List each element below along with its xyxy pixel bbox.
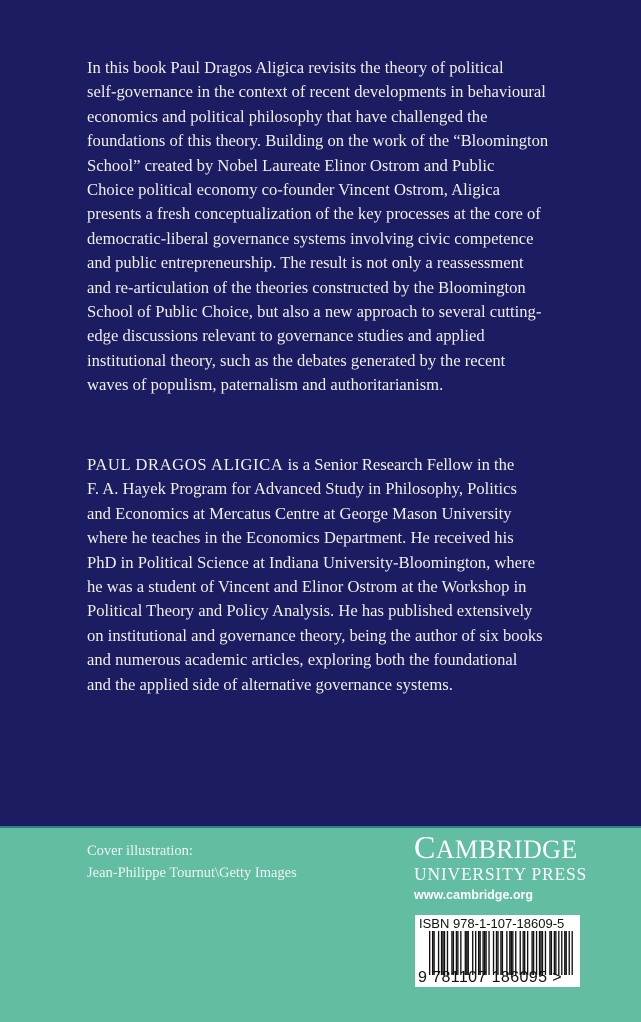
- blurb-line: Choice political economy co-founder Vincent Ostrom, Aligica: [87, 180, 500, 200]
- author-bio-line: F. A. Hayek Program for Advanced Study in Philosophy, Politics: [87, 479, 517, 499]
- publisher-block: [414, 829, 588, 903]
- author-bio-line: PhD in Political Science at Indiana University-Bloomington, where: [87, 552, 535, 572]
- cover-credit-label: Cover illustration:: [87, 843, 193, 859]
- isbn-barcode: [415, 915, 580, 987]
- blurb-line: School” created by Nobel Laureate Elinor Ostrom and Public: [87, 155, 495, 175]
- publisher-subtitle: UNIVERSITY PRESS: [414, 864, 588, 884]
- publisher-name-rest: AMBRIDGE: [435, 835, 578, 864]
- author-bio-paragraph: [87, 453, 607, 697]
- author-bio-line: and numerous academic articles, exploring both the foundational: [87, 650, 518, 670]
- author-bio-line: Political Theory and Policy Analysis. He has published extensively: [87, 601, 533, 621]
- blurb-line: presents a fresh conceptualization of the key processes at the core of: [87, 204, 541, 224]
- publisher-logo-text: [414, 829, 584, 865]
- isbn-label: ISBN 978-1-107-18609-5: [419, 916, 565, 931]
- blurb-line: School of Public Choice, but also a new approach to several cutting-: [87, 302, 542, 322]
- blurb-line: and re-articulation of the theories constructed by the Bloomington: [87, 277, 526, 297]
- blurb-line: institutional theory, such as the debates generated by the recent: [87, 350, 506, 370]
- author-bio-text: is a Senior Research Fellow in the: [283, 455, 515, 474]
- barcode-digits: 9 781107 186095 >: [418, 969, 562, 986]
- cover-credit-source: Jean-Philippe Tournut\Getty Images: [87, 865, 297, 881]
- author-name: PAUL DRAGOS ALIGICA: [87, 455, 284, 474]
- author-bio-line: on institutional and governance theory, being the author of six books: [87, 625, 543, 645]
- blurb-line: foundations of this theory. Building on the work of the “Bloomington: [87, 131, 549, 151]
- blurb-line: democratic-liberal governance systems involving civic competence: [87, 228, 534, 248]
- publisher-url: www.cambridge.org: [414, 888, 534, 902]
- blurb-line: waves of populism, paternalism and authoritarianism.: [87, 375, 444, 395]
- blurb-paragraph: [87, 56, 607, 398]
- author-bio-first-line: [87, 453, 607, 477]
- blurb-line: self-governance in the context of recent developments in behavioural: [87, 82, 546, 102]
- blurb-line: economics and political philosophy that have challenged the: [87, 106, 488, 126]
- back-cover-bottom-panel: [0, 826, 641, 1022]
- author-bio-line: he was a student of Vincent and Elinor Ostrom at the Workshop in: [87, 577, 527, 597]
- blurb-line: edge discussions relevant to governance studies and applied: [87, 326, 485, 346]
- author-bio-line: where he teaches in the Economics Department. He received his: [87, 528, 514, 548]
- cover-credit: [87, 840, 297, 884]
- publisher-initial: C: [414, 829, 436, 865]
- blurb-line: In this book Paul Dragos Aligica revisits the theory of political: [87, 58, 504, 77]
- blurb-line: and public entrepreneurship. The result is not only a reassessment: [87, 253, 524, 273]
- author-bio-line: and Economics at Mercatus Centre at George Mason University: [87, 503, 512, 523]
- author-bio-line: and the applied side of alternative governance systems.: [87, 674, 453, 694]
